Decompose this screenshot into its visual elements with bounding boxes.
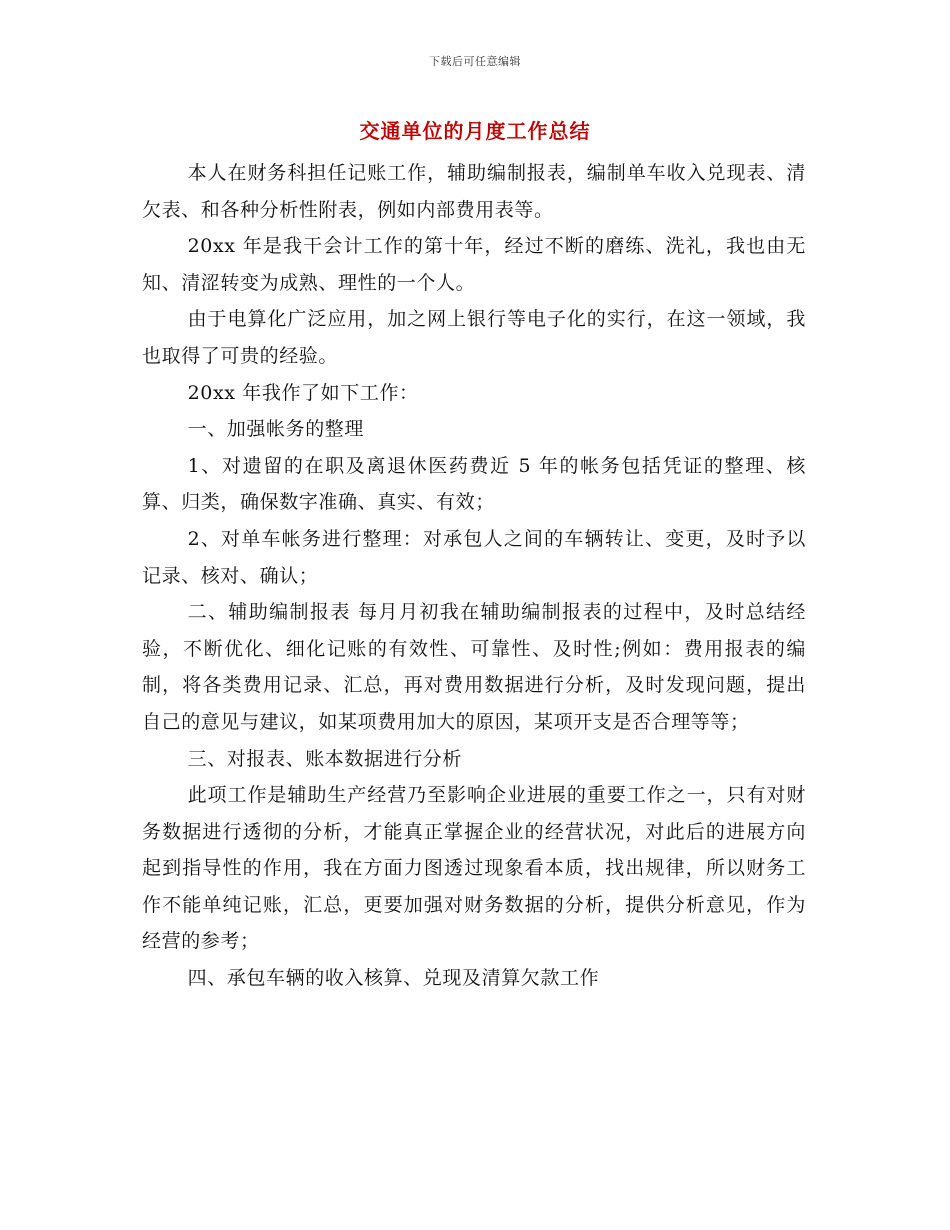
section-heading: 一、加强帐务的整理 [187, 418, 364, 441]
paragraph: 二、辅助编制报表 每月月初我在辅助编制报表的过程中，及时总结经验，不断优化、细化记账的有效性、可靠性、及时性;例如：费用报表的编制，将各类费用记录、汇总，再对费用数据进行分析，及时发现问题，提出自己的意见与建议，如某项费用加大的原因，某项开支是否合理等等； [142, 601, 806, 733]
paragraph: 由于电算化广泛应用，加之网上银行等电子化的实行，在这一领域，我也取得了可贵的经验。 [142, 308, 806, 367]
section-heading: 四、承包车辆的收入核算、兑现及清算欠款工作 [187, 967, 600, 990]
paragraph: 本人在财务科担任记账工作，辅助编制报表，编制单车收入兑现表、清欠表、和各种分析性附表，例如内部费用表等。 [142, 162, 806, 221]
paragraph: 1、对遗留的在职及离退休医药费近 5 年的帐务包括凭证的整理、核算、归类，确保数字准确、真实、有效； [142, 454, 806, 514]
header-note: 下载后可任意编辑 [429, 55, 521, 68]
document-body [142, 155, 806, 997]
paragraph: 2、对单车帐务进行整理：对承包人之间的车辆转让、变更，及时予以记录、核对、确认； [142, 527, 806, 587]
section-heading: 三、对报表、账本数据进行分析 [187, 747, 462, 770]
paragraph: 20xx 年是我干会计工作的第十年，经过不断的磨练、洗礼，我也由无知、清涩转变为成熟、理性的一个人。 [142, 235, 806, 294]
paragraph: 20xx 年我作了如下工作： [187, 381, 419, 404]
document-title: 交通单位的月度工作总结 [359, 119, 591, 143]
paragraph: 此项工作是辅助生产经营乃至影响企业进展的重要工作之一，只有对财务数据进行透彻的分析，才能真正掌握企业的经营状况，对此后的进展方向起到指导性的作用，我在方面力图透过现象看本质，找出规律，所以财务工作不能单纯记账，汇总，更要加强对财务数据的分析，提供分析意见，作为经营的参考； [142, 784, 806, 953]
